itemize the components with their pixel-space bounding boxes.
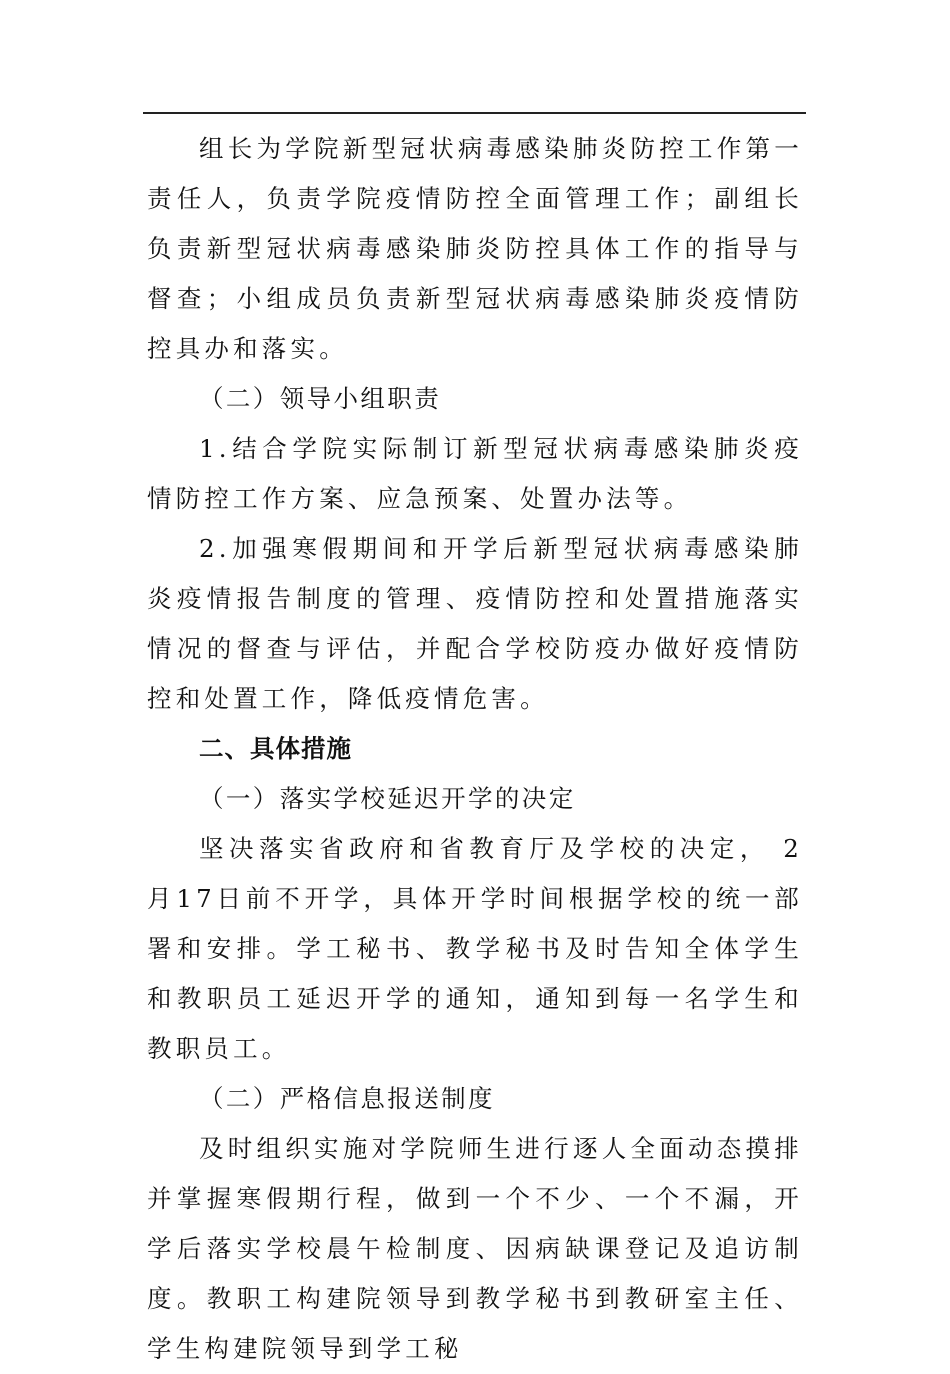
subheading-delay-school-opening: （一）落实学校延迟开学的决定	[199, 784, 576, 813]
paragraph-duty-1: 1.结合学院实际制订新型冠状病毒感染肺炎疫情防控工作方案、应急预案、处置办法等。	[147, 434, 803, 513]
subheading-information-reporting: （二）严格信息报送制度	[199, 1084, 495, 1113]
paragraph-leader-responsibility: 组长为学院新型冠状病毒感染肺炎防控工作第一责任人，负责学院疫情防控全面管理工作；副组长负责新型冠状病毒感染肺炎防控具体工作的指导与督查；小组成员负责新型冠状病毒感染肺炎疫情防控具办和落实。	[147, 134, 803, 363]
paragraph-delay-opening: 坚决落实省政府和省教育厅及学校的决定， 2月17日前不开学，具体开学时间根据学校的统一部署和安排。学工秘书、教学秘书及时告知全体学生和教职员工延迟开学的通知，通知到每一名学生和教职员工。	[147, 834, 803, 1063]
subheading-leading-group-duties: （二）领导小组职责	[199, 384, 442, 413]
document-body	[147, 124, 803, 1374]
paragraph-information-reporting: 及时组织实施对学院师生进行逐人全面动态摸排并掌握寒假期行程，做到一个不少、一个不漏，开学后落实学校晨午检制度、因病缺课登记及追访制度。教职工构建院领导到教学秘书到教研室主任、学生构建院领导到学工秘	[147, 1134, 803, 1363]
paragraph-duty-2: 2.加强寒假期间和开学后新型冠状病毒感染肺炎疫情报告制度的管理、疫情防控和处置措施落实情况的督查与评估，并配合学校防疫办做好疫情防控和处置工作，降低疫情危害。	[147, 534, 803, 713]
header-rule	[143, 112, 806, 114]
section-heading-specific-measures: 二、具体措施	[199, 734, 352, 763]
